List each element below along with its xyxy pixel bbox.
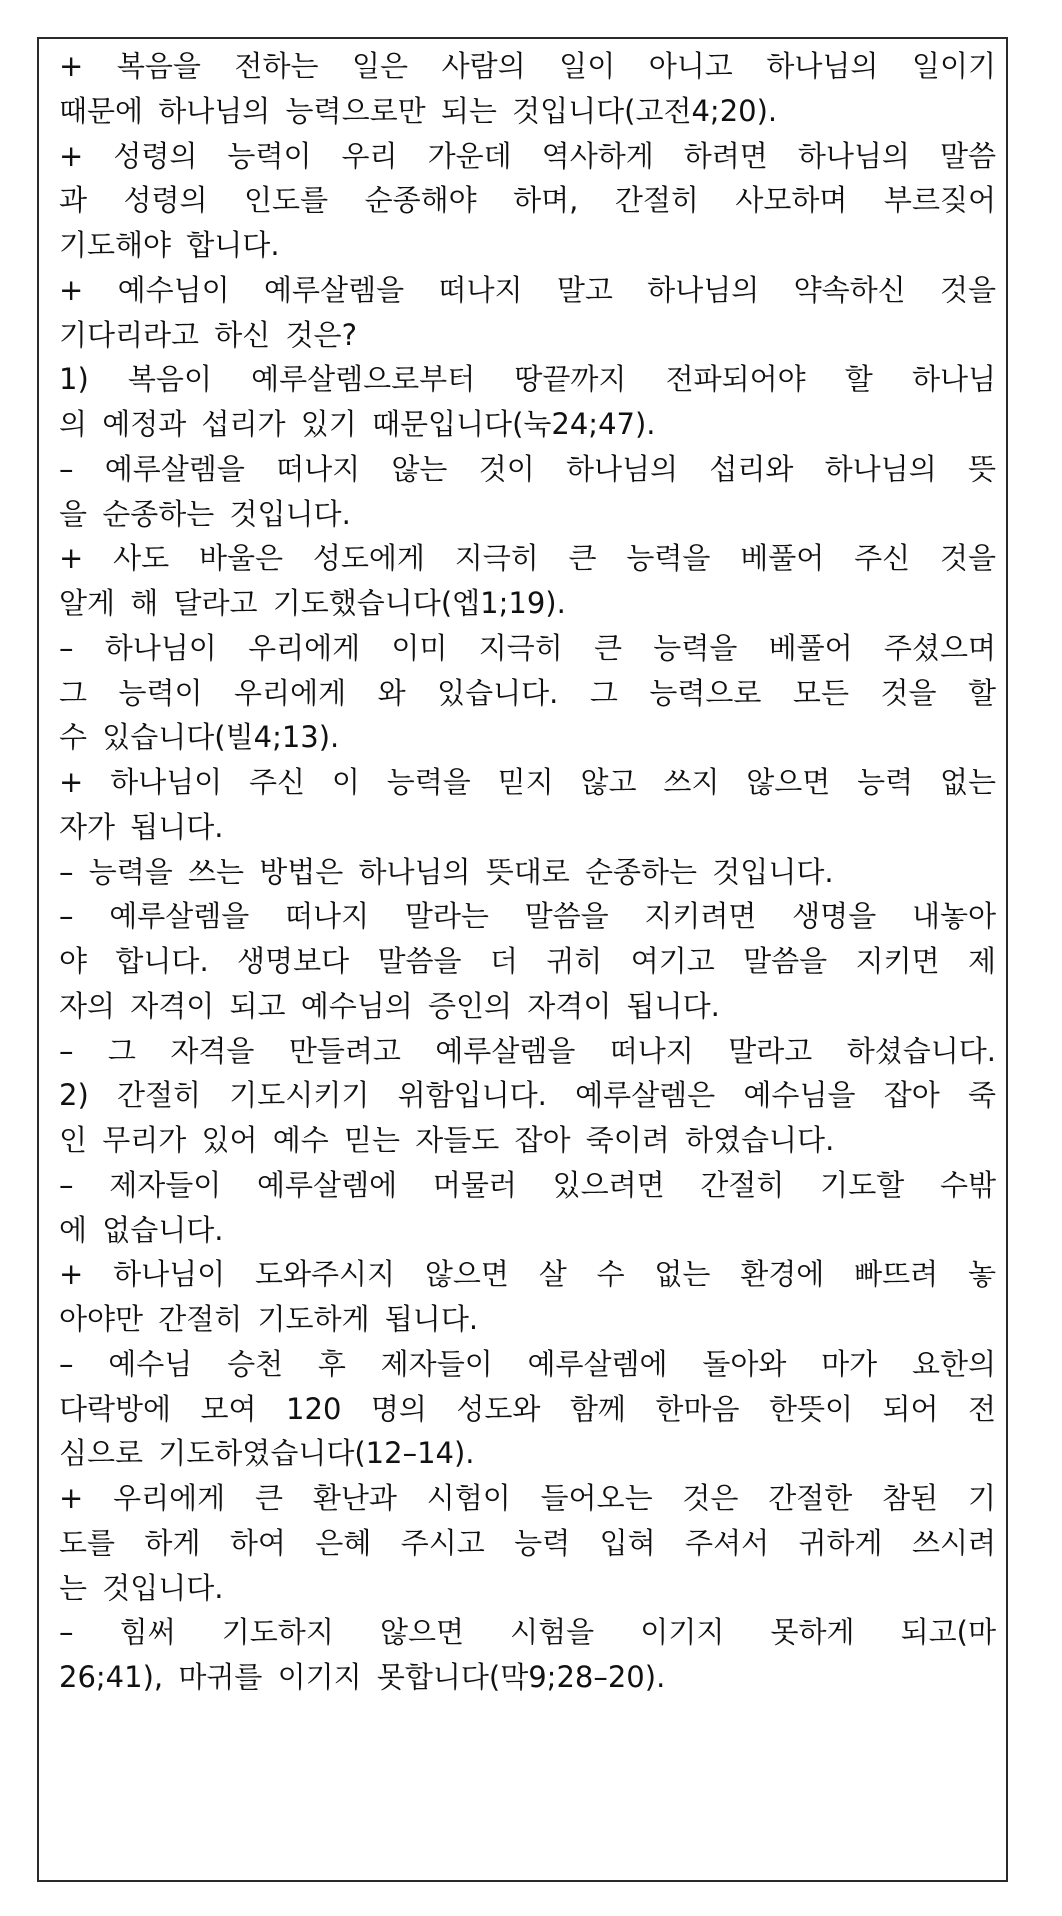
- text-line: 기도해야 합니다.: [59, 228, 280, 262]
- text-line: – 예루살렘을 떠나지 말라는 말씀을 지키려면 생명을 내놓아: [59, 899, 996, 934]
- text-line: 과 성령의 인도를 순종해야 하며, 간절히 사모하며 부르짖어: [59, 183, 996, 218]
- text-line: 26;41), 마귀를 이기지 못합니다(막9;28–20).: [59, 1660, 666, 1694]
- text-line: – 예루살렘을 떠나지 않는 것이 하나님의 섭리와 하나님의 뜻: [59, 451, 996, 486]
- text-line: 2) 간절히 기도시키기 위함입니다. 예루살렘은 예수님을 잡아 죽: [59, 1078, 996, 1113]
- text-line: 기다리라고 하신 것은?: [59, 317, 357, 352]
- text-line: + 하나님이 도와주시지 않으면 살 수 없는 환경에 빠뜨려 놓: [59, 1257, 996, 1292]
- text-line: 아야만 간절히 기도하게 됩니다.: [59, 1302, 479, 1336]
- text-line: – 하나님이 우리에게 이미 지극히 큰 능력을 베풀어 주셨으며: [59, 630, 996, 665]
- text-line: + 하나님이 주신 이 능력을 믿지 않고 쓰지 않으면 능력 없는: [59, 765, 996, 799]
- text-line: 알게 해 달라고 기도했습니다(엡1;19).: [59, 586, 566, 620]
- text-line: + 사도 바울은 성도에게 지극히 큰 능력을 베풀어 주신 것을: [59, 541, 996, 576]
- text-line: – 그 자격을 만들려고 예루살렘을 떠나지 말라고 하셨습니다.: [59, 1033, 996, 1068]
- text-line: 때문에 하나님의 능력으로만 되는 것입니다(고전4;20).: [59, 93, 778, 128]
- text-line: – 힘써 기도하지 않으면 시험을 이기지 못하게 되고(마: [59, 1615, 996, 1650]
- text-line: + 성령의 능력이 우리 가운데 역사하게 하려면 하나님의 말씀: [59, 138, 996, 173]
- text-line: 에 없습니다.: [59, 1212, 224, 1247]
- text-line: 심으로 기도하였습니다(12–14).: [59, 1436, 475, 1471]
- text-line: 1) 복음이 예루살렘으로부터 땅끝까지 전파되어야 할 하나님: [59, 362, 996, 397]
- text-line: 그 능력이 우리에게 와 있습니다. 그 능력으로 모든 것을 할: [59, 675, 996, 710]
- text-line: 자가 됩니다.: [59, 809, 224, 844]
- text-line: 자의 자격이 되고 예수님의 증인의 자격이 됩니다.: [59, 988, 720, 1023]
- text-line: 다락방에 모여 120 명의 성도와 함께 한마음 한뜻이 되어 전: [59, 1391, 996, 1426]
- text-line: – 예수님 승천 후 제자들이 예루살렘에 돌아와 마가 요한의: [59, 1346, 996, 1381]
- text-line: 인 무리가 있어 예수 믿는 자들도 잡아 죽이려 하였습니다.: [59, 1123, 835, 1157]
- text-line: 야 합니다. 생명보다 말씀을 더 귀히 여기고 말씀을 지키면 제: [59, 944, 996, 978]
- text-line: 을 순종하는 것입니다.: [59, 496, 351, 531]
- text-line: + 복음을 전하는 일은 사람의 일이 아니고 하나님의 일이기: [59, 49, 996, 83]
- text-line: + 예수님이 예루살렘을 떠나지 말고 하나님의 약속하신 것을: [59, 272, 996, 307]
- document-text-box: [37, 37, 1008, 1882]
- text-line: 수 있습니다(빌4;13).: [59, 720, 340, 755]
- text-line: + 우리에게 큰 환난과 시험이 들어오는 것은 간절한 참된 기: [59, 1481, 996, 1515]
- text-line: 도를 하게 하여 은혜 주시고 능력 입혀 주셔서 귀하게 쓰시려: [59, 1525, 996, 1560]
- text-line: – 능력을 쓰는 방법은 하나님의 뜻대로 순종하는 것입니다.: [59, 854, 834, 889]
- text-line: – 제자들이 예루살렘에 머물러 있으려면 간절히 기도할 수밖: [59, 1167, 996, 1202]
- text-line: 는 것입니다.: [59, 1570, 224, 1605]
- text-line: 의 예정과 섭리가 있기 때문입니다(눅24;47).: [59, 407, 656, 441]
